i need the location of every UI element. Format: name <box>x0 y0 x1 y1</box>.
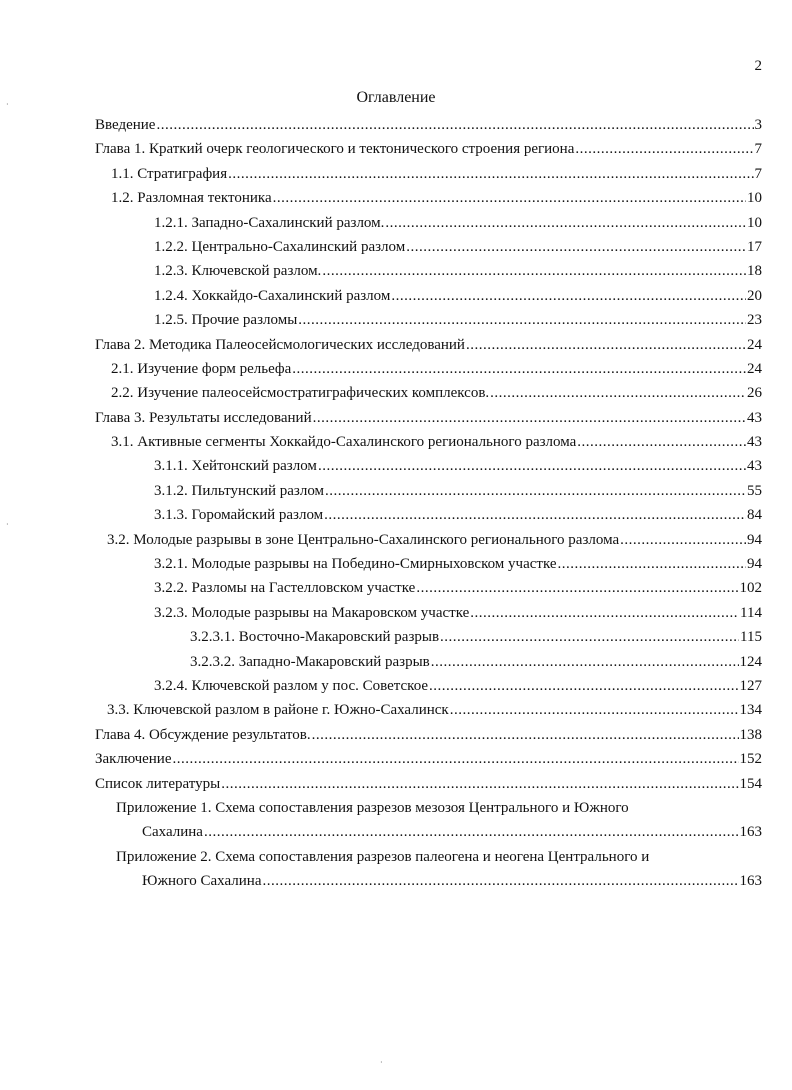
dot-leader <box>318 454 746 478</box>
toc-entry-references[interactable] <box>0 772 792 796</box>
toc-entry-1-2[interactable] <box>0 186 792 210</box>
toc-entry-text: 3.2.3.2. Западно-Макаровский разрыв <box>190 653 430 670</box>
toc-entry-page: 7 <box>754 141 762 158</box>
toc-entry-3-1[interactable] <box>0 430 792 454</box>
toc-entry-page: 163 <box>739 873 762 890</box>
toc-entry-3-2-1[interactable] <box>0 552 792 576</box>
toc-entry-text: 1.2.5. Прочие разломы <box>154 312 298 329</box>
toc-entry-text: Сахалина <box>142 824 203 841</box>
toc-entry-page: 102 <box>739 580 762 597</box>
toc-entry-3-1-3[interactable] <box>0 503 792 527</box>
toc-entry-page: 114 <box>740 604 762 621</box>
toc-entry-text: 3.2.3.1. Восточно-Макаровский разрыв <box>190 629 440 646</box>
dot-leader <box>440 625 739 649</box>
dot-leader <box>312 723 739 747</box>
toc-entry-text: 3.1.3. Горомайский разлом <box>154 507 324 524</box>
dot-leader <box>385 211 746 235</box>
toc-entry-introduction[interactable] <box>0 113 792 137</box>
toc-entry-page: 20 <box>747 287 762 304</box>
toc-entry-text: Южного Сахалина <box>142 873 262 890</box>
dot-leader <box>228 162 753 186</box>
toc-entry-page: 24 <box>747 336 762 353</box>
toc-entry-chapter-3[interactable] <box>0 406 792 430</box>
toc-entry-3-1-2[interactable] <box>0 479 792 503</box>
dot-leader <box>450 698 739 722</box>
toc-entry-page: 23 <box>747 312 762 329</box>
dot-leader <box>558 552 746 576</box>
toc-entry-text: Глава 3. Результаты исследований <box>95 409 312 426</box>
toc-entry-page: 3 <box>754 117 762 133</box>
toc-entry-text: 3.1.1. Хейтонский разлом <box>154 458 317 475</box>
toc-entry-1-2-5[interactable] <box>0 308 792 332</box>
toc-entry-text: Глава 2. Методика Палеосейсмологических исследований <box>95 336 465 353</box>
dot-leader <box>322 259 746 283</box>
dot-leader <box>466 333 746 357</box>
toc-entry-text: 3.2.2. Разломы на Гастелловском участке <box>154 580 416 597</box>
dot-leader <box>221 772 738 796</box>
dot-leader <box>406 235 746 259</box>
dot-leader <box>416 576 738 600</box>
toc-entry-3-2[interactable] <box>0 528 792 552</box>
dot-leader <box>620 528 746 552</box>
toc-entry-text: 3.2.3. Молодые разрывы на Макаровском участке <box>154 604 470 621</box>
toc-entry-3-3[interactable] <box>0 698 792 722</box>
toc-entry-page: 10 <box>747 214 762 231</box>
dot-leader <box>391 284 746 308</box>
dot-leader <box>173 747 739 771</box>
dot-leader <box>325 479 746 503</box>
toc-entry-page: 152 <box>739 751 762 768</box>
toc-entry-page: 134 <box>739 702 762 719</box>
dot-leader <box>204 820 739 844</box>
toc-entry-3-2-3-1[interactable] <box>0 625 792 649</box>
toc-entry-conclusion[interactable] <box>0 747 792 771</box>
toc-entry-page: 138 <box>739 726 762 743</box>
toc-entry-page: 43 <box>747 458 762 475</box>
toc-entry-text: 2.1. Изучение форм рельефа <box>111 360 292 377</box>
toc-entry-2-1[interactable] <box>0 357 792 381</box>
toc-entry-page: 7 <box>754 165 762 182</box>
toc-entry-text: 1.2.4. Хоккайдо-Сахалинский разлом <box>154 287 391 304</box>
toc-entry-text: Глава 1. Краткий очерк геологического и тектонического строения региона <box>95 141 575 158</box>
toc-appendix-1-line2[interactable] <box>0 820 792 844</box>
toc-entry-text: 3.2.4. Ключевской разлом у пос. Советское <box>154 677 429 694</box>
toc-entry-text: 3.1. Активные сегменты Хоккайдо-Сахалинского регионального разлома <box>111 434 577 451</box>
toc-entry-text: 3.3. Ключевской разлом в районе г. Южно-Сахалинск <box>107 702 449 719</box>
toc-entry-3-2-4[interactable] <box>0 674 792 698</box>
toc-entry-page: 163 <box>739 824 762 841</box>
toc-entry-page: 26 <box>747 385 762 402</box>
toc-entry-text: 1.2.3. Ключевской разлом. <box>154 263 322 280</box>
scan-artifact: · <box>6 100 9 109</box>
table-of-contents <box>0 113 792 894</box>
toc-entry-1-2-4[interactable] <box>0 284 792 308</box>
dot-leader <box>313 406 746 430</box>
toc-appendix-2-line1[interactable]: Приложение 2. Схема сопоставления разрезов палеогена и неогена Центрального и <box>116 848 650 865</box>
toc-entry-3-2-3-2[interactable] <box>0 650 792 674</box>
toc-entry-3-2-2[interactable] <box>0 576 792 600</box>
toc-entry-page: 18 <box>747 263 762 280</box>
dot-leader <box>273 186 746 210</box>
dot-leader <box>262 869 738 893</box>
dot-leader <box>156 113 753 137</box>
toc-entry-text: Введение <box>95 117 156 133</box>
toc-entry-page: 55 <box>747 482 762 499</box>
toc-appendix-1-line1[interactable]: Приложение 1. Схема сопоставления разрезов мезозоя Центрального и Южного <box>116 799 629 816</box>
toc-entry-1-2-1[interactable] <box>0 211 792 235</box>
toc-entry-page: 24 <box>747 360 762 377</box>
dot-leader <box>292 357 746 381</box>
toc-entry-page: 94 <box>747 556 762 573</box>
toc-entry-text: Список литературы <box>95 775 221 792</box>
toc-entry-text: 1.2.2. Центрально-Сахалинский разлом <box>154 238 406 255</box>
toc-entry-page: 124 <box>739 653 762 670</box>
dot-leader <box>470 601 739 625</box>
toc-entry-3-1-1[interactable] <box>0 454 792 478</box>
toc-entry-1-2-3[interactable] <box>0 259 792 283</box>
toc-entry-page: 115 <box>740 629 762 646</box>
toc-entry-chapter-4[interactable] <box>0 723 792 747</box>
toc-entry-text: 1.2.1. Западно-Сахалинский разлом. <box>154 214 385 231</box>
toc-entry-1-2-2[interactable] <box>0 235 792 259</box>
toc-entry-chapter-2[interactable] <box>0 333 792 357</box>
toc-entry-3-2-3[interactable] <box>0 601 792 625</box>
toc-entry-page: 43 <box>747 434 762 451</box>
scan-artifact: · <box>6 520 9 529</box>
toc-entry-page: 17 <box>747 238 762 255</box>
toc-entry-text: Заключение <box>95 751 172 768</box>
dot-leader <box>298 308 746 332</box>
dot-leader <box>324 503 746 527</box>
dot-leader <box>431 650 739 674</box>
toc-entry-page: 154 <box>739 775 762 792</box>
toc-entry-2-2[interactable] <box>0 381 792 405</box>
toc-entry-page: 127 <box>739 677 762 694</box>
dot-leader <box>490 381 746 405</box>
toc-entry-text: Глава 4. Обсуждение результатов. <box>95 726 311 743</box>
toc-entry-text: 1.2. Разломная тектоника <box>111 190 272 207</box>
scan-artifact: · <box>380 1058 383 1067</box>
dot-leader <box>577 430 746 454</box>
toc-entry-page: 84 <box>747 507 762 524</box>
toc-entry-text: 3.2. Молодые разрывы в зоне Центрально-Сахалинского регионального разлома <box>107 531 620 548</box>
toc-entry-page: 43 <box>747 409 762 426</box>
toc-entry-text: 1.1. Стратиграфия <box>111 165 228 182</box>
toc-entry-page: 94 <box>747 531 762 548</box>
dot-leader <box>575 137 753 161</box>
toc-entry-text: 3.2.1. Молодые разрывы на Победино-Смирныховском участке <box>154 556 557 573</box>
toc-entry-text: 3.1.2. Пильтунский разлом <box>154 482 325 499</box>
toc-entry-chapter-1[interactable] <box>0 137 792 161</box>
toc-entry-page: 10 <box>747 190 762 207</box>
page-number: 2 <box>754 58 762 74</box>
toc-appendix-2-line2[interactable] <box>0 869 792 893</box>
toc-entry-text: 2.2. Изучение палеосейсмостратиграфических комплексов. <box>111 385 490 402</box>
dot-leader <box>429 674 738 698</box>
toc-entry-1-1[interactable] <box>0 162 792 186</box>
toc-title: Оглавление <box>356 89 436 106</box>
